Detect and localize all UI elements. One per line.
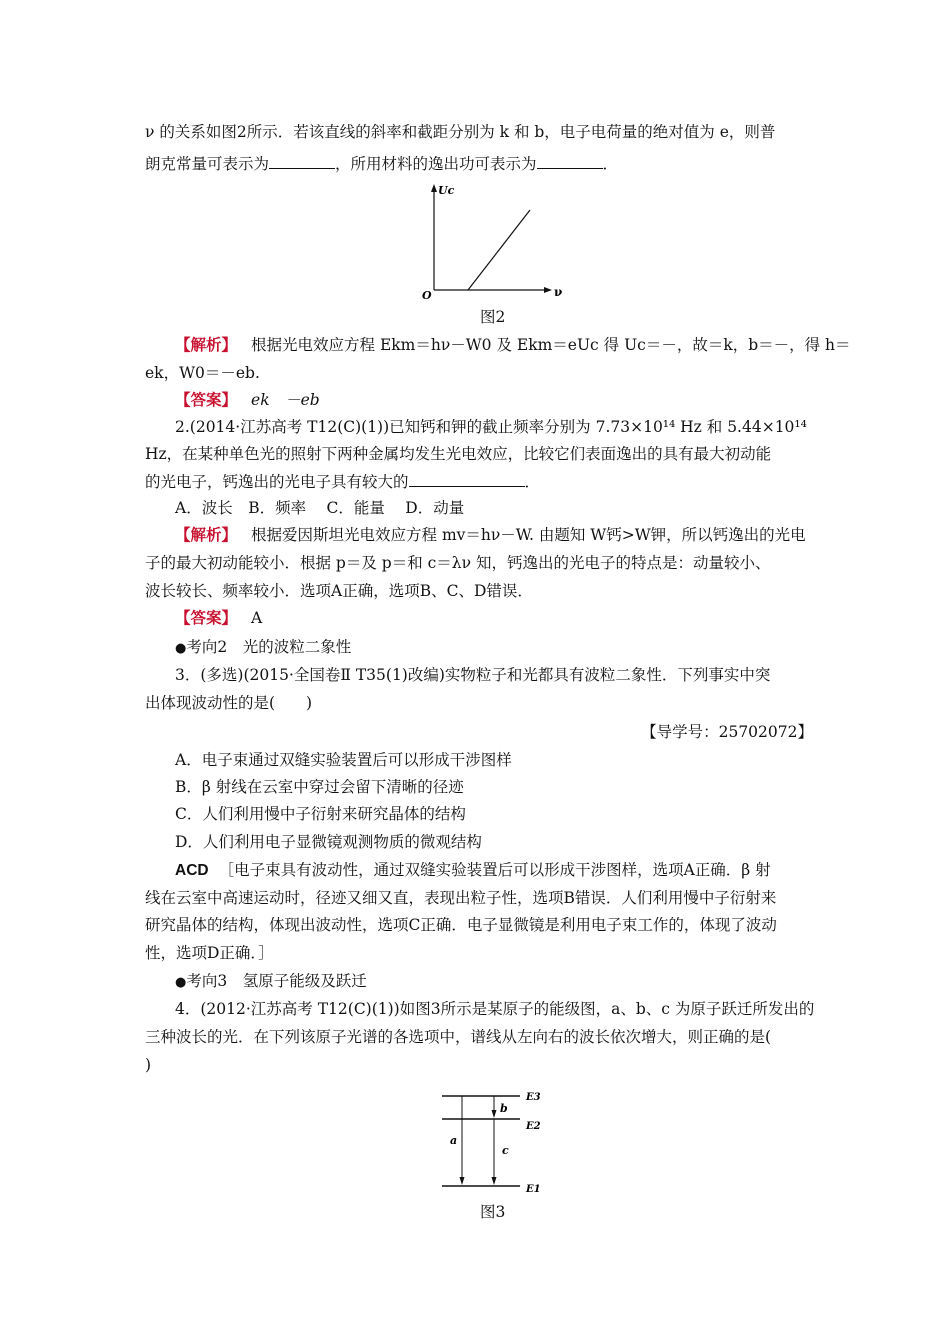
intro-line-1: ν 的关系如图2所示．若该直线的斜率和截距分别为 k 和 b，电子电荷量的绝对值为 e，则普: [145, 123, 776, 141]
q3-line-1: 3．(多选)(2015·全国卷Ⅱ T35(1)改编)实物粒子和光都具有波粒二象性．下列事实中突: [175, 666, 771, 684]
q3-explain-line-3: 研究晶体的结构，体现出波动性，选项C正确．电子显微镜是利用电子束工作的，体现了波动: [145, 916, 777, 934]
transition-a-arrow: [460, 1177, 465, 1185]
y-axis-arrow: [431, 184, 437, 192]
answer-blank: [409, 470, 525, 487]
figure-2-caption: 图2: [480, 308, 506, 326]
figure-3-energy-levels: [438, 1088, 558, 1198]
q1-answer: 【答案】 ek －eb: [175, 390, 320, 409]
transition-b-arrow: [492, 1110, 497, 1118]
section-2-heading: ●考向2 光的波粒二象性: [175, 638, 352, 656]
y-axis-label: Uc: [438, 184, 455, 197]
q1-analysis-line-2: ek，W0＝－eb.: [145, 364, 260, 382]
q4-line-2: 三种波长的光．在下列该原子光谱的各选项中，谱线从左向右的波长依次增大，则正确的是(: [145, 1028, 772, 1046]
label-e2: E2: [526, 1121, 541, 1132]
q3-explain-line-2: 线在云室中高速运动时，径迹又细又直，表现出粒子性，选项B错误．人们利用慢中子衍射来: [145, 889, 777, 907]
graph-line: [468, 210, 530, 290]
answer-tag: 【答案】: [175, 608, 238, 627]
origin-label: O: [422, 289, 432, 302]
q4-line-3: ): [145, 1056, 152, 1074]
q4-line-1: 4．(2012·江苏高考 T12(C)(1))如图3所示是某原子的能级图，a、b、c 为原子跃迁所发出的: [175, 1000, 815, 1018]
q3-option-d: D．人们利用电子显微镜观测物质的微观结构: [175, 833, 482, 851]
analysis-tag: 【解析】: [175, 335, 238, 354]
q3-option-c: C．人们利用慢中子衍射来研究晶体的结构: [175, 805, 466, 823]
q3-option-a: A．电子束通过双缝实验装置后可以形成干涉图样: [175, 751, 512, 769]
section-3-heading: ●考向3 氢原子能级及跃迁: [175, 972, 367, 990]
guide-number: 【导学号：25702072】: [641, 723, 813, 741]
label-e3: E3: [526, 1092, 541, 1103]
figure-3-caption: 图3: [480, 1203, 506, 1221]
q2-line-3: 的光电子，钙逸出的光电子具有较大的 ．: [145, 470, 813, 493]
q1-analysis-line-1: 【解析】 根据光电效应方程 Ekm＝hν－W0 及 Ekm＝eUc 得 Uc＝－，故＝k，b＝－，得 h＝: [175, 335, 851, 354]
q2-line-1: 2.(2014·江苏高考 T12(C)(1))已知钙和钾的截止频率分别为 7.73×10¹⁴ Hz 和 5.44×10¹⁴: [175, 418, 807, 436]
q2-analysis-line-1: 【解析】 根据爱因斯坦光电效应方程 mv＝hν－W. 由题知 W钙>W钾，所以钙逸出的光电: [175, 525, 806, 544]
q3-option-b: B．β 射线在云室中穿过会留下清晰的径迹: [175, 778, 464, 796]
label-a: a: [450, 1134, 458, 1147]
q2-answer: 【答案】 A: [175, 608, 263, 627]
label-c: c: [502, 1144, 509, 1157]
answer-blank: [537, 152, 603, 169]
answer-blank: [269, 152, 335, 169]
q3-explain-line-4: 性，选项D正确．］: [145, 944, 274, 962]
transition-c-arrow: [492, 1177, 497, 1185]
q2-options: A．波长 B．频率 C．能量 D．动量: [175, 499, 465, 517]
intro-line-2: 朗克常量可表示为 ，所用材料的逸出功可表示为 ．: [145, 152, 813, 175]
x-axis-label: ν: [554, 285, 563, 299]
figure-2-graph: [420, 182, 570, 302]
q2-analysis-line-2: 子的最大初动能较小．根据 p＝及 p＝和 c＝λν 知，钙逸出的光电子的特点是：动量较小、: [145, 554, 771, 572]
label-e1: E1: [526, 1184, 541, 1195]
label-b: b: [500, 1102, 508, 1115]
q2-analysis-line-3: 波长较长、频率较小．选项A正确，选项B、C、D错误．: [145, 582, 533, 600]
q3-explain-line-1: ACD ［电子束具有波动性，通过双缝实验装置后可以形成干涉图样，选项A正确．β 射: [175, 861, 771, 879]
answer-tag: 【答案】: [175, 390, 238, 409]
x-axis-arrow: [544, 287, 552, 293]
q2-line-2: Hz，在某种单色光的照射下两种金属均发生光电效应，比较它们表面逸出的具有最大初动能: [145, 445, 772, 463]
analysis-tag: 【解析】: [175, 525, 238, 544]
q3-line-2: 出体现波动性的是( ): [145, 694, 313, 712]
